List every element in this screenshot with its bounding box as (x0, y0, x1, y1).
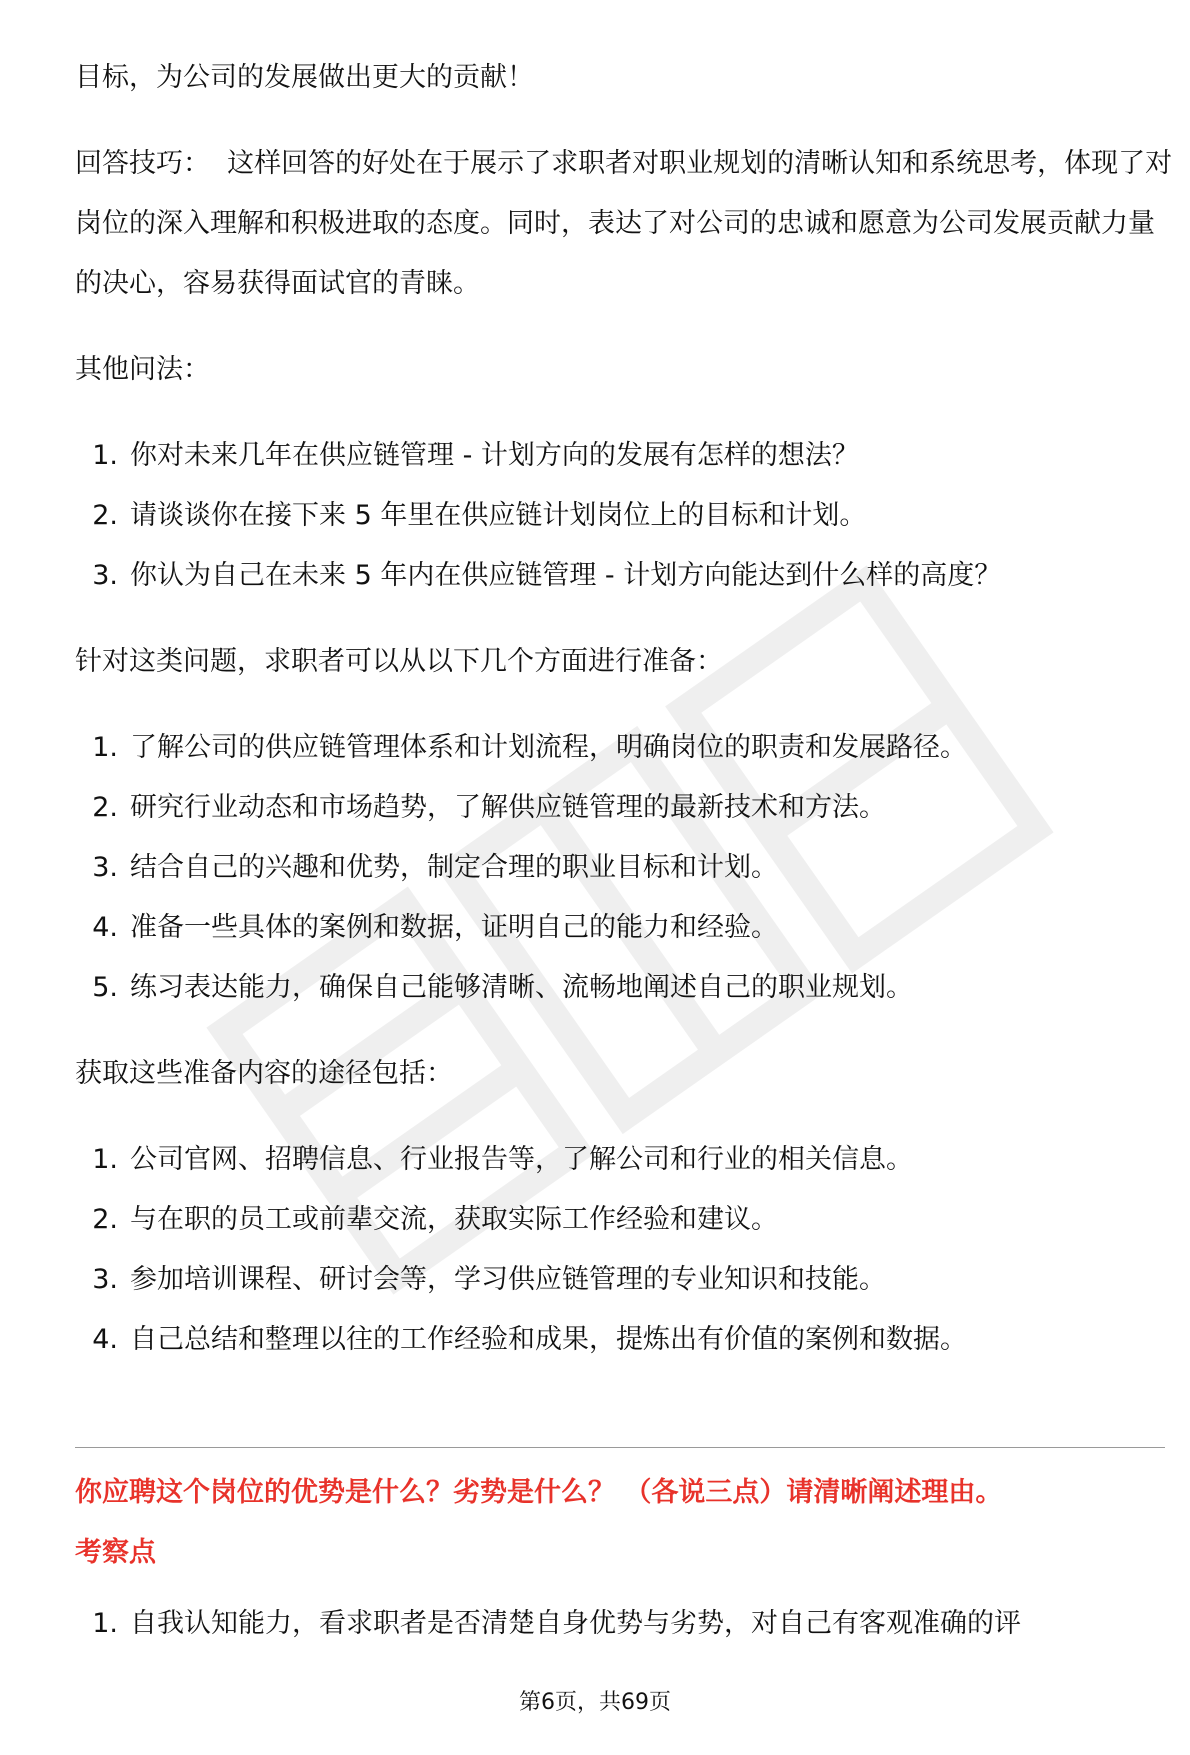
list-item: 3. 你认为自己在未来 5 年内在供应链管理 - 计划方向能达到什么样的高度？ (92, 560, 1002, 591)
answer-tips-label: 回答技巧： (75, 148, 210, 179)
sources-list (75, 1130, 1175, 1370)
answer-tips-text: 这样回答的好处在于展示了求职者对职业规划的清晰认知和系统思考，体现了对岗位的深入理解和积极进取的态度。同时，表达了对公司的忠诚和愿意为公司发展贡献力量的决心，容易获得面试官的青睐。 (75, 148, 1173, 299)
preparation-heading: 针对这类问题，求职者可以从以下几个方面进行准备： (75, 646, 723, 677)
exam-points-label: 考察点 (75, 1537, 156, 1568)
list-item: 3. 结合自己的兴趣和优势，制定合理的职业目标和计划。 (92, 852, 778, 883)
document-body (75, 48, 1175, 1370)
intro-continuation: 目标，为公司的发展做出更大的贡献！ (75, 62, 534, 93)
question-title: 你应聘这个岗位的优势是什么？劣势是什么？ （各说三点）请清晰阐述理由。 (75, 1477, 1003, 1508)
other-questions-list (75, 426, 1175, 606)
list-item: 2. 请谈谈你在接下来 5 年里在供应链计划岗位上的目标和计划。 (92, 500, 867, 531)
section-divider (75, 1447, 1165, 1448)
list-item: 2. 研究行业动态和市场趋势，了解供应链管理的最新技术和方法。 (92, 792, 886, 823)
list-item: 2. 与在职的员工或前辈交流，获取实际工作经验和建议。 (92, 1204, 778, 1235)
list-item: 1. 自我认知能力，看求职者是否清楚自身优势与劣势，对自己有客观准确的评 (92, 1608, 1021, 1639)
list-item: 4. 准备一些具体的案例和数据，证明自己的能力和经验。 (92, 912, 778, 943)
list-item: 5. 练习表达能力，确保自己能够清晰、流畅地阐述自己的职业规划。 (92, 972, 913, 1003)
page-number: 第6页，共69页 (519, 1690, 671, 1715)
other-questions-heading: 其他问法： (75, 354, 210, 385)
list-item: 1. 公司官网、招聘信息、行业报告等，了解公司和行业的相关信息。 (92, 1144, 913, 1175)
preparation-list (75, 718, 1175, 1018)
list-item: 3. 参加培训课程、研讨会等，学习供应链管理的专业知识和技能。 (92, 1264, 886, 1295)
list-item: 1. 了解公司的供应链管理体系和计划流程，明确岗位的职责和发展路径。 (92, 732, 967, 763)
sources-heading: 获取这些准备内容的途径包括： (75, 1058, 453, 1089)
exam-points-list (75, 1594, 1175, 1654)
list-item: 1. 你对未来几年在供应链管理 - 计划方向的发展有怎样的想法？ (92, 440, 859, 471)
answer-tips (75, 134, 1175, 314)
list-item: 4. 自己总结和整理以往的工作经验和成果，提炼出有价值的案例和数据。 (92, 1324, 967, 1355)
